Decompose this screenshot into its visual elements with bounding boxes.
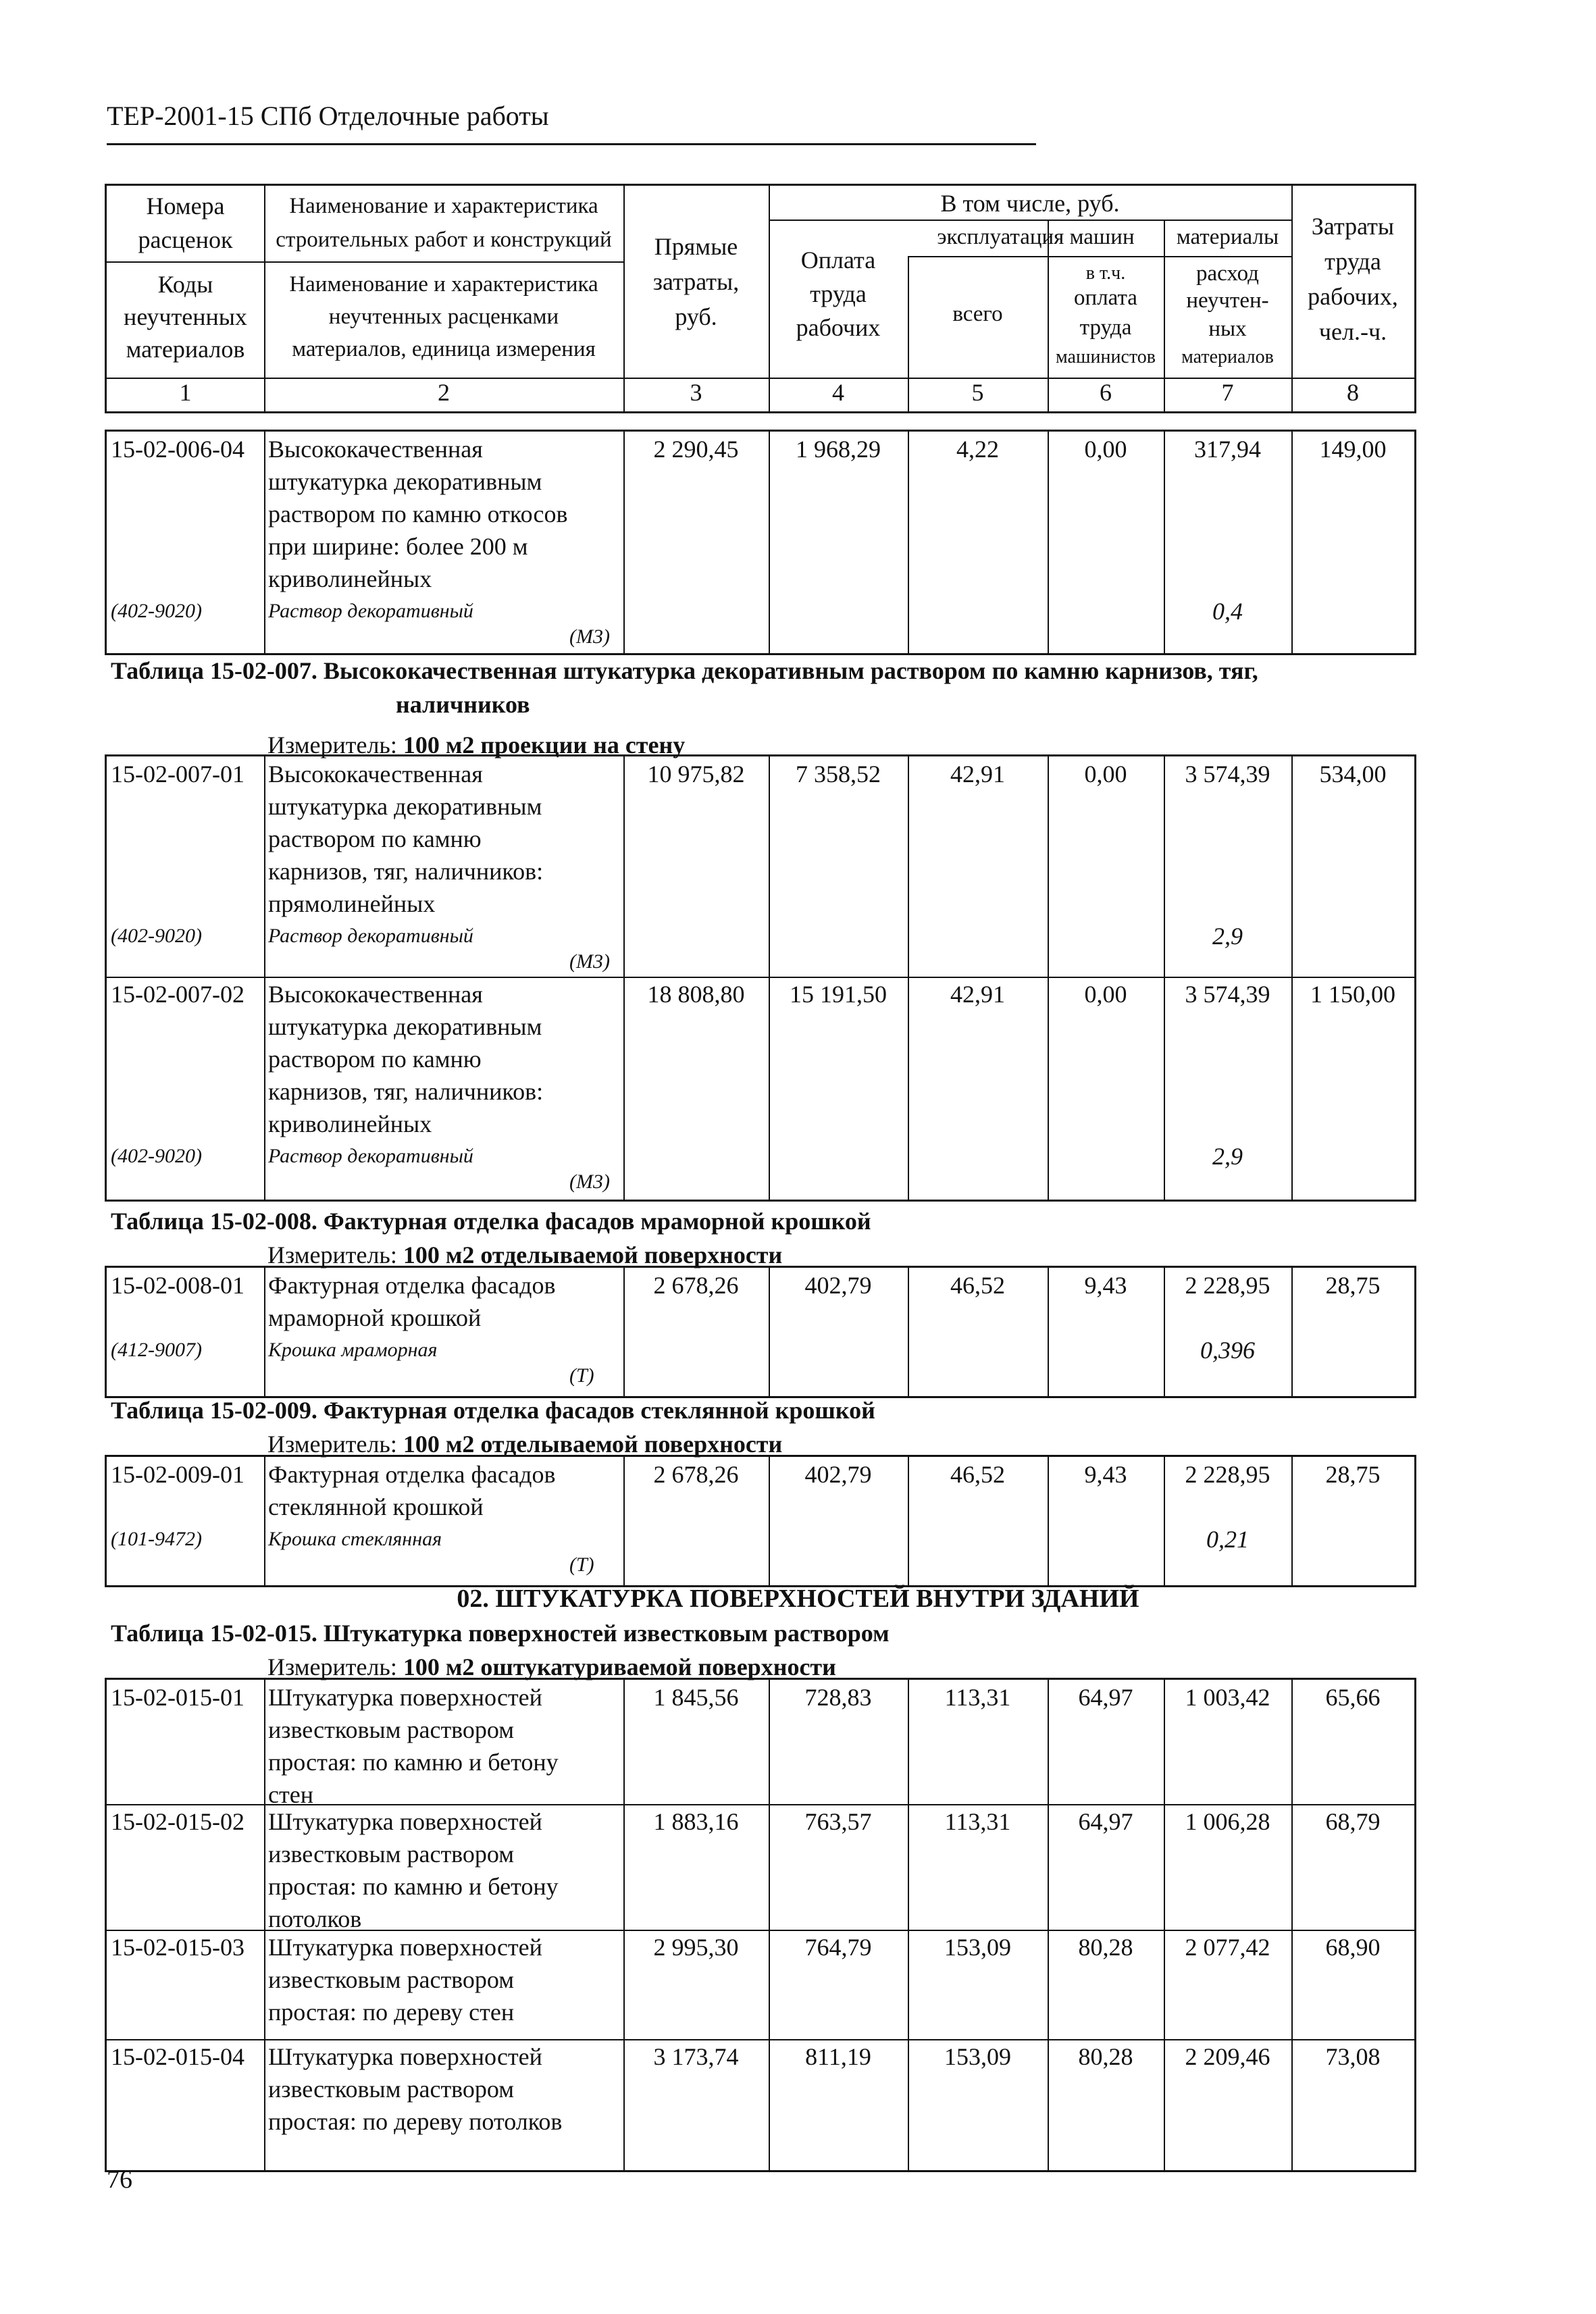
material-qty: 0,21 [1206,1526,1249,1553]
section-heading: 02. ШТУКАТУРКА ПОВЕРХНОСТЕЙ ВНУТРИ ЗДАНИЙ [457,1585,1139,1613]
value-cell: 317,94 [1194,436,1261,463]
measure-value: 100 м2 проекции на стену [403,731,686,759]
value-cell: 7 358,52 [796,761,881,788]
rate-code: 15-02-009-01 [111,1461,244,1488]
value-cell: 1 883,16 [653,1808,739,1835]
col-number: 4 [832,379,844,406]
table-caption: Таблица 15-02-015. Штукатурка поверхностей известковым раствором [111,1620,890,1647]
value-cell: 402,79 [804,1272,872,1299]
material-unit: (М3) [569,950,610,973]
col2-bottom-line: неучтенных расценками [328,305,559,329]
machines-label: эксплуатация машин [937,225,1135,249]
col1-top-line: Номера [146,192,225,220]
value-cell: 42,91 [950,981,1005,1008]
material-unit: (Т) [569,1553,594,1576]
value-cell: 64,97 [1078,1684,1133,1711]
col2-top-line: строительных работ и конструкций [276,228,612,252]
rate-code: 15-02-007-01 [111,761,244,788]
col6-line: оплата [1074,286,1137,310]
value-cell: 80,28 [1078,1934,1133,1961]
rate-code: 15-02-007-02 [111,981,244,1008]
page-header: ТЕР-2001-15 СПб Отделочные работы [107,101,549,131]
col5-label: всего [952,302,1003,326]
work-name-line: раствором по камню откосов [268,500,568,528]
col3-line: Прямые [654,233,738,260]
col3-line: руб. [675,303,717,330]
value-cell: 42,91 [950,761,1005,788]
material-code: (101-9472) [111,1528,202,1550]
value-cell: 10 975,82 [647,761,745,788]
col2-bottom-line: Наименование и характеристика [289,272,598,297]
work-name-line: раствором по камню [268,825,482,852]
value-cell: 2 209,46 [1185,2043,1270,2070]
work-name-line: штукатурка декоративным [268,793,542,820]
work-name-line: Штукатурка поверхностей [268,2043,542,2070]
col1-bottom-line: Коды [157,271,213,298]
rate-code: 15-02-015-02 [111,1808,244,1835]
work-name-line: известковым раствором [268,1841,515,1868]
col-divider [769,1680,770,2170]
value-cell: 153,09 [944,1934,1011,1961]
col-number: 7 [1221,379,1234,406]
col3-line: затраты, [652,268,740,295]
value-cell: 9,43 [1084,1272,1127,1299]
data-table [105,1678,1416,2172]
work-name-line: штукатурка декоративным [268,468,542,495]
page-number: 76 [107,2165,132,2194]
work-name-line: Штукатурка поверхностей [268,1934,542,1961]
work-name-line: Высококачественная [268,981,483,1008]
material-name: Раствор декоративный [268,600,473,622]
data-table [105,1266,1416,1398]
value-cell: 28,75 [1325,1272,1381,1299]
col7-line: материалов [1181,346,1274,367]
value-cell: 9,43 [1084,1461,1127,1488]
rate-code: 15-02-015-04 [111,2043,244,2070]
value-cell: 402,79 [804,1461,872,1488]
work-name-line: мраморной крошкой [268,1304,482,1331]
col8-line: Затраты [1311,213,1395,240]
material-qty: 0,4 [1212,598,1243,625]
value-cell: 534,00 [1319,761,1387,788]
value-cell: 2 290,45 [653,436,739,463]
value-cell: 113,31 [944,1684,1011,1711]
value-cell: 1 003,42 [1185,1684,1270,1711]
value-cell: 1 006,28 [1185,1808,1270,1835]
value-cell: 15 191,50 [790,981,887,1008]
value-cell: 113,31 [944,1808,1011,1835]
col-divider [1164,1680,1165,2170]
col-divider [1291,1680,1293,2170]
value-cell: 2 678,26 [653,1272,739,1299]
value-cell: 46,52 [950,1461,1005,1488]
data-table [105,430,1416,655]
col6-line: машинистов [1056,346,1156,367]
material-code: (402-9020) [111,925,202,947]
row-divider [107,261,264,263]
materials-label: материалы [1176,225,1279,249]
material-name: Раствор декоративный [268,1145,473,1167]
value-cell: 764,79 [804,1934,872,1961]
row-divider [769,220,1291,221]
value-cell: 68,79 [1325,1808,1381,1835]
table-header [105,184,1416,413]
col-divider [908,1680,909,2170]
work-name-line: Штукатурка поверхностей [268,1684,542,1711]
col6-line: труда [1079,315,1132,340]
col-divider [623,1680,625,2170]
work-name-line: стен [268,1781,313,1808]
col-divider [264,756,265,1200]
rate-code: 15-02-008-01 [111,1272,244,1299]
col2-bottom-line: материалов, единица измерения [292,337,596,361]
work-name-line: стеклянной крошкой [268,1493,484,1520]
measure-value: 100 м2 отделываемой поверхности [403,1241,783,1268]
col-divider [264,1457,265,1585]
col4-line: Оплата [800,247,876,274]
value-cell: 811,19 [805,2043,871,2070]
value-cell: 64,97 [1078,1808,1133,1835]
measure-value: 100 м2 оштукатуриваемой поверхности [403,1653,836,1680]
measure-label: Измеритель: [267,1653,403,1680]
work-name-line: простая: по камню и бетону [268,1873,559,1900]
value-cell: 28,75 [1325,1461,1381,1488]
work-name-line: раствором по камню [268,1046,482,1073]
value-cell: 0,00 [1084,761,1127,788]
col8-line: труда [1324,248,1381,275]
value-cell: 153,09 [944,2043,1011,2070]
data-table [105,1455,1416,1587]
material-unit: (М3) [569,1171,610,1193]
table-caption: Таблица 15-02-009. Фактурная отделка фасадов стеклянной крошкой [111,1397,875,1424]
table-caption: наличников [396,691,530,718]
row-divider [264,261,623,263]
material-name: Крошка стеклянная [268,1528,442,1550]
work-name-line: Фактурная отделка фасадов [268,1272,556,1299]
col8-line: чел.-ч. [1318,318,1387,345]
value-cell: 2 995,30 [653,1934,739,1961]
col7-line: неучтен- [1186,288,1269,313]
measure-unit [267,1653,836,1681]
measure-label: Измеритель: [267,1241,403,1268]
value-cell: 3 574,39 [1185,761,1270,788]
value-cell: 2 228,95 [1185,1461,1270,1488]
rate-code: 15-02-006-04 [111,436,244,463]
col4-line: рабочих [796,314,881,341]
material-name: Крошка мраморная [268,1339,438,1361]
measure-value: 100 м2 отделываемой поверхности [403,1431,783,1458]
work-name-line: Штукатурка поверхностей [268,1808,542,1835]
value-cell: 80,28 [1078,2043,1133,2070]
work-name-line: при ширине: более 200 м [268,533,528,560]
measure-unit [267,1430,782,1458]
col4-line: труда [810,280,867,307]
work-name-line: простая: по камню и бетону [268,1749,559,1776]
col-number: 6 [1100,379,1112,406]
work-name-line: известковым раствором [268,1716,515,1743]
value-cell: 65,66 [1325,1684,1381,1711]
col7-line: ных [1208,317,1247,341]
work-name-line: простая: по дереву стен [268,1999,515,2026]
col-number: 2 [438,379,450,406]
measure-unit [267,1241,782,1269]
work-name-line: простая: по дереву потолков [268,2108,563,2135]
measure-label: Измеритель: [267,731,403,759]
work-name-line: Высококачественная [268,761,483,788]
material-code: (402-9020) [111,600,202,622]
work-name-line: прямолинейных [268,890,436,917]
including-label: В том числе, руб. [940,190,1120,217]
col-number: 8 [1347,379,1359,406]
col1-bottom-line: неучтенных [124,303,247,330]
measure-label: Измеритель: [267,1431,403,1458]
row-divider [908,256,1291,257]
work-name-line: криволинейных [268,565,432,592]
value-cell: 3 574,39 [1185,981,1270,1008]
value-cell: 2 678,26 [653,1461,739,1488]
table-caption: Таблица 15-02-007. Высококачественная штукатурка декоративным раствором по камню карнизов, тяг, [111,657,1258,684]
data-table [105,754,1416,1202]
rate-code: 15-02-015-01 [111,1684,244,1711]
value-cell: 763,57 [804,1808,872,1835]
col-divider [264,1680,265,2170]
col-divider [1048,1680,1049,2170]
value-cell: 1 968,29 [796,436,881,463]
col-number: 1 [179,379,192,406]
col1-bottom-line: материалов [126,336,245,363]
work-name-line: карнизов, тяг, наличников: [268,858,544,885]
value-cell: 728,83 [804,1684,872,1711]
col2-top-line: Наименование и характеристика [289,194,598,218]
material-code: (402-9020) [111,1145,202,1167]
col-divider [264,1268,265,1396]
work-name-line: известковым раствором [268,1966,515,1993]
value-cell: 1 845,56 [653,1684,739,1711]
value-cell: 2 228,95 [1185,1272,1270,1299]
work-name-line: криволинейных [268,1110,432,1137]
work-name-line: карнизов, тяг, наличников: [268,1078,544,1105]
value-cell: 4,22 [956,436,999,463]
work-name-line: Фактурная отделка фасадов [268,1461,556,1488]
value-cell: 3 173,74 [653,2043,739,2070]
value-cell: 149,00 [1319,436,1387,463]
material-unit: (М3) [569,625,610,648]
material-qty: 2,9 [1212,1143,1243,1170]
col-number: 5 [971,379,984,406]
work-name-line: известковым раствором [268,2076,515,2103]
work-name-line: Высококачественная [268,436,483,463]
col-number: 3 [690,379,702,406]
work-name-line: штукатурка декоративным [268,1013,542,1040]
material-qty: 0,396 [1200,1337,1255,1364]
material-name: Раствор декоративный [268,925,473,947]
col7-line: расход [1196,261,1259,286]
value-cell: 1 150,00 [1310,981,1395,1008]
value-cell: 0,00 [1084,981,1127,1008]
work-name-line: потолков [268,1905,362,1932]
col6-line: в т.ч. [1085,263,1126,284]
value-cell: 2 077,42 [1185,1934,1270,1961]
rate-code: 15-02-015-03 [111,1934,244,1961]
col8-line: рабочих, [1308,283,1398,310]
col-divider [264,432,265,653]
material-qty: 2,9 [1212,923,1243,950]
value-cell: 18 808,80 [647,981,745,1008]
material-code: (412-9007) [111,1339,202,1361]
material-unit: (Т) [569,1364,594,1387]
value-cell: 46,52 [950,1272,1005,1299]
col1-top-line: расценок [138,226,233,253]
table-caption: Таблица 15-02-008. Фактурная отделка фасадов мраморной крошкой [111,1208,871,1235]
value-cell: 68,90 [1325,1934,1381,1961]
value-cell: 73,08 [1325,2043,1381,2070]
value-cell: 0,00 [1084,436,1127,463]
header-rule [107,143,1036,145]
